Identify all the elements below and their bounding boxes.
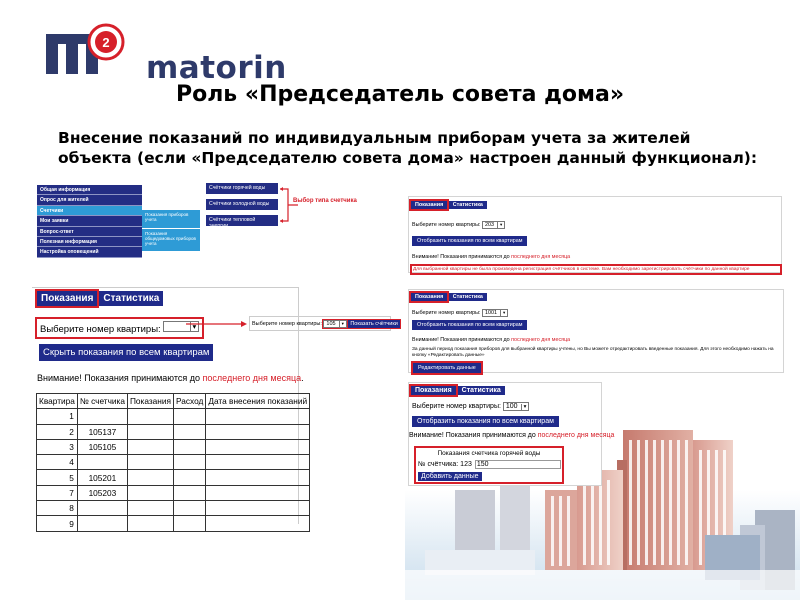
menu-item-label: Полезная информация	[40, 238, 97, 245]
deadline-warning	[37, 373, 304, 383]
meter-number-cell: 105203	[77, 485, 127, 500]
deadline-link[interactable]: последнего дня месяца	[511, 254, 571, 260]
meters-table	[36, 393, 310, 532]
svg-text:2: 2	[102, 35, 110, 50]
table-cell	[127, 501, 173, 516]
apartment-select-value: 100	[505, 403, 518, 410]
table-cell	[127, 409, 173, 424]
readings-panel-no-meters	[408, 196, 782, 273]
side-menu	[37, 185, 142, 258]
readings-panel-edit	[408, 289, 784, 373]
submenu-item-meter-readings[interactable]: Показания приборов учета	[142, 210, 200, 228]
table-row	[37, 485, 310, 500]
deadline-warning-text: Внимание! Показания принимаются до	[412, 337, 510, 343]
meter-type-heat-button[interactable]: Счётчики тепловой энергии	[206, 215, 278, 226]
menu-item-survey[interactable]	[37, 195, 142, 205]
table-cell	[127, 485, 173, 500]
table-cell	[174, 516, 206, 531]
apartment-select[interactable]	[482, 221, 505, 229]
meter-number-cell	[77, 409, 127, 424]
add-reading-form	[414, 446, 564, 484]
meter-type-bracket-arrow	[270, 186, 300, 226]
submenu-item-common-meter-readings[interactable]: Показания общедомовых приборов учета	[142, 229, 200, 251]
meter-number-label: № счётчика: 123	[418, 461, 472, 468]
tab-statistics[interactable]: Статистика	[99, 291, 163, 306]
meter-number-row	[418, 460, 561, 469]
table-row	[37, 516, 310, 531]
meters-submenu	[142, 210, 200, 252]
menu-item-general-info[interactable]	[37, 185, 142, 195]
panel2-tabs	[411, 293, 487, 301]
mini-apartment-select	[249, 316, 398, 331]
table-cell	[206, 485, 310, 500]
deadline-link[interactable]: последнего дня месяца	[537, 432, 615, 439]
apartment-select-value: 203	[484, 222, 494, 228]
slide-subtitle: Внесение показаний по индивидуальным приборам учета за жителей объекта (если «Председателю совета дома» настроен данный функционал):	[58, 129, 758, 167]
deadline-link[interactable]: последнего дня месяца	[511, 337, 571, 343]
select-connector-arrow	[186, 320, 248, 328]
table-cell	[174, 470, 206, 485]
show-all-readings-button[interactable]: Отобразить показания по всем квартирам	[412, 416, 559, 427]
table-cell	[174, 409, 206, 424]
table-cell	[174, 501, 206, 516]
panel3-select-row	[412, 402, 529, 411]
matorin-logo-icon	[42, 22, 142, 78]
table-cell	[206, 439, 310, 454]
chevron-down-icon: ▾	[339, 321, 344, 327]
apartment-select-label: Выберите номер квартиры:	[412, 310, 481, 316]
column-header: Квартира	[37, 394, 78, 409]
tab-statistics[interactable]: Статистика	[458, 386, 505, 395]
apartment-cell: 7	[37, 485, 78, 500]
deadline-link[interactable]: последнего дня месяца	[202, 373, 302, 383]
mini-select-label: Выберите номер квартиры:	[252, 321, 322, 327]
meter-number-cell	[77, 501, 127, 516]
menu-item-label: Общая информация	[40, 187, 91, 193]
table-header-row	[37, 394, 310, 409]
table-row	[37, 455, 310, 470]
table-row	[37, 470, 310, 485]
apartment-select[interactable]	[503, 402, 530, 411]
column-header: Расход	[174, 394, 206, 409]
apartment-cell: 5	[37, 470, 78, 485]
table-row	[37, 424, 310, 439]
panel3-tabs	[411, 386, 505, 395]
table-cell	[206, 409, 310, 424]
table-cell	[127, 439, 173, 454]
column-header: № счетчика	[77, 394, 127, 409]
apartment-cell: 1	[37, 409, 78, 424]
table-row	[37, 409, 310, 424]
tab-readings[interactable]: Показания	[37, 291, 97, 306]
chevron-down-icon: ▾	[521, 404, 527, 410]
apartment-cell: 8	[37, 501, 78, 516]
table-row	[37, 501, 310, 516]
show-all-readings-button[interactable]: Отобразить показания по всем квартирам	[412, 236, 527, 246]
apartment-select-label: Выберите номер квартиры:	[40, 324, 161, 335]
table-cell	[174, 439, 206, 454]
menu-item-label: Мои заявки	[40, 218, 69, 225]
add-reading-form-title: Показания счетчика горячей воды	[437, 450, 541, 457]
tab-statistics[interactable]: Статистика	[449, 293, 487, 301]
menu-item-label: Опрос для жителей	[40, 197, 89, 204]
deadline-warning-text: Внимание! Показания принимаются до	[37, 373, 201, 383]
table-cell	[206, 501, 310, 516]
deadline-warning-text: Внимание! Показания принимаются до	[409, 432, 536, 439]
deadline-warning	[412, 254, 570, 260]
add-data-button[interactable]: Добавить данные	[418, 472, 482, 481]
meter-number-cell	[77, 455, 127, 470]
tab-readings[interactable]: Показания	[411, 386, 456, 395]
table-cell	[206, 516, 310, 531]
table-cell	[174, 424, 206, 439]
table-cell	[127, 424, 173, 439]
meter-number-cell: 105137	[77, 424, 127, 439]
meter-number-cell: 105201	[77, 470, 127, 485]
deadline-warning-text: Внимание! Показания принимаются до	[412, 254, 510, 260]
apartment-cell: 2	[37, 424, 78, 439]
apartment-select[interactable]	[482, 309, 508, 317]
table-row	[37, 439, 310, 454]
readings-panel-add	[408, 382, 615, 486]
menu-item-faq[interactable]	[37, 227, 142, 237]
logo-text: matorin	[146, 50, 287, 86]
meter-type-list	[206, 183, 278, 231]
table-cell	[127, 455, 173, 470]
table-cell	[206, 424, 310, 439]
column-header: Показания	[127, 394, 173, 409]
menu-item-meters[interactable]	[37, 206, 142, 216]
deadline-warning	[409, 432, 614, 439]
meter-number-cell	[77, 516, 127, 531]
readings-tabs	[37, 291, 165, 306]
menu-item-useful-info[interactable]	[37, 237, 142, 247]
apartment-cell: 4	[37, 455, 78, 470]
meter-number-cell: 105105	[77, 439, 127, 454]
mini-select-dropdown[interactable]	[323, 320, 346, 328]
meters-table-body	[37, 409, 310, 531]
show-meters-button[interactable]: Показать счётчики	[350, 321, 398, 327]
already-submitted-info: За данный период показания приборов для выбранной квартиры учтены, но Вы можете отредактировать введенные показания. Для этого необходимо нажать на кнопку «Редактировать данные»	[412, 347, 774, 358]
meter-reading-input[interactable]: 150	[475, 460, 561, 469]
tab-readings[interactable]: Показания	[411, 201, 447, 209]
table-cell	[127, 516, 173, 531]
table-cell	[174, 455, 206, 470]
apartment-cell: 3	[37, 439, 78, 454]
menu-item-label: Счетчики	[40, 207, 64, 214]
edit-data-button[interactable]: Редактировать данные	[411, 361, 483, 375]
matorin-logo	[42, 22, 287, 86]
apartment-cell: 9	[37, 516, 78, 531]
panel1-select-row	[412, 221, 505, 229]
apartment-select-value: 1001	[484, 310, 497, 316]
mini-select-value: 105	[326, 321, 336, 327]
meter-type-hot-water-button[interactable]: Счётчики горячей воды	[206, 183, 278, 194]
table-cell	[206, 455, 310, 470]
apartment-select-label: Выберите номер квартиры:	[412, 403, 501, 410]
table-cell	[127, 470, 173, 485]
slide-title: Роль «Председатель совета дома»	[175, 82, 625, 107]
deadline-warning	[412, 337, 570, 343]
menu-item-label: Вопрос-ответ	[40, 228, 74, 235]
menu-item-label: Настройка оповещений	[40, 249, 99, 256]
meter-type-annotation: Выбор типа счетчика	[293, 198, 357, 204]
chevron-down-icon: ▾	[500, 310, 505, 316]
apartment-select-label: Выберите номер квартиры:	[412, 222, 481, 228]
hide-all-readings-button[interactable]: Скрыть показания по всем квартирам	[39, 344, 213, 361]
table-cell	[206, 470, 310, 485]
tab-statistics[interactable]: Статистика	[449, 201, 487, 209]
chevron-down-icon: ▾	[190, 322, 197, 331]
table-cell	[174, 485, 206, 500]
menu-item-my-requests[interactable]	[37, 216, 142, 226]
meter-type-cold-water-button[interactable]: Счётчики холодной воды	[206, 199, 278, 210]
apartment-select-row	[35, 317, 204, 339]
tab-readings[interactable]: Показания	[411, 293, 447, 301]
panel2-select-row	[412, 309, 508, 317]
menu-item-notification-settings[interactable]	[37, 247, 142, 257]
column-header: Дата внесения показаний	[206, 394, 310, 409]
panel1-tabs	[411, 201, 487, 209]
no-meters-error: Для выбранной квартиры не была произведена регистрация счётчиков в системе. Вам необходимо зарегистрировать счётчики по данной квартире	[410, 264, 782, 275]
show-all-readings-button[interactable]: Отобразить показания по всем квартирам	[412, 320, 527, 330]
deadline-warning-suffix: .	[301, 373, 304, 383]
chevron-down-icon: ▾	[497, 222, 502, 228]
